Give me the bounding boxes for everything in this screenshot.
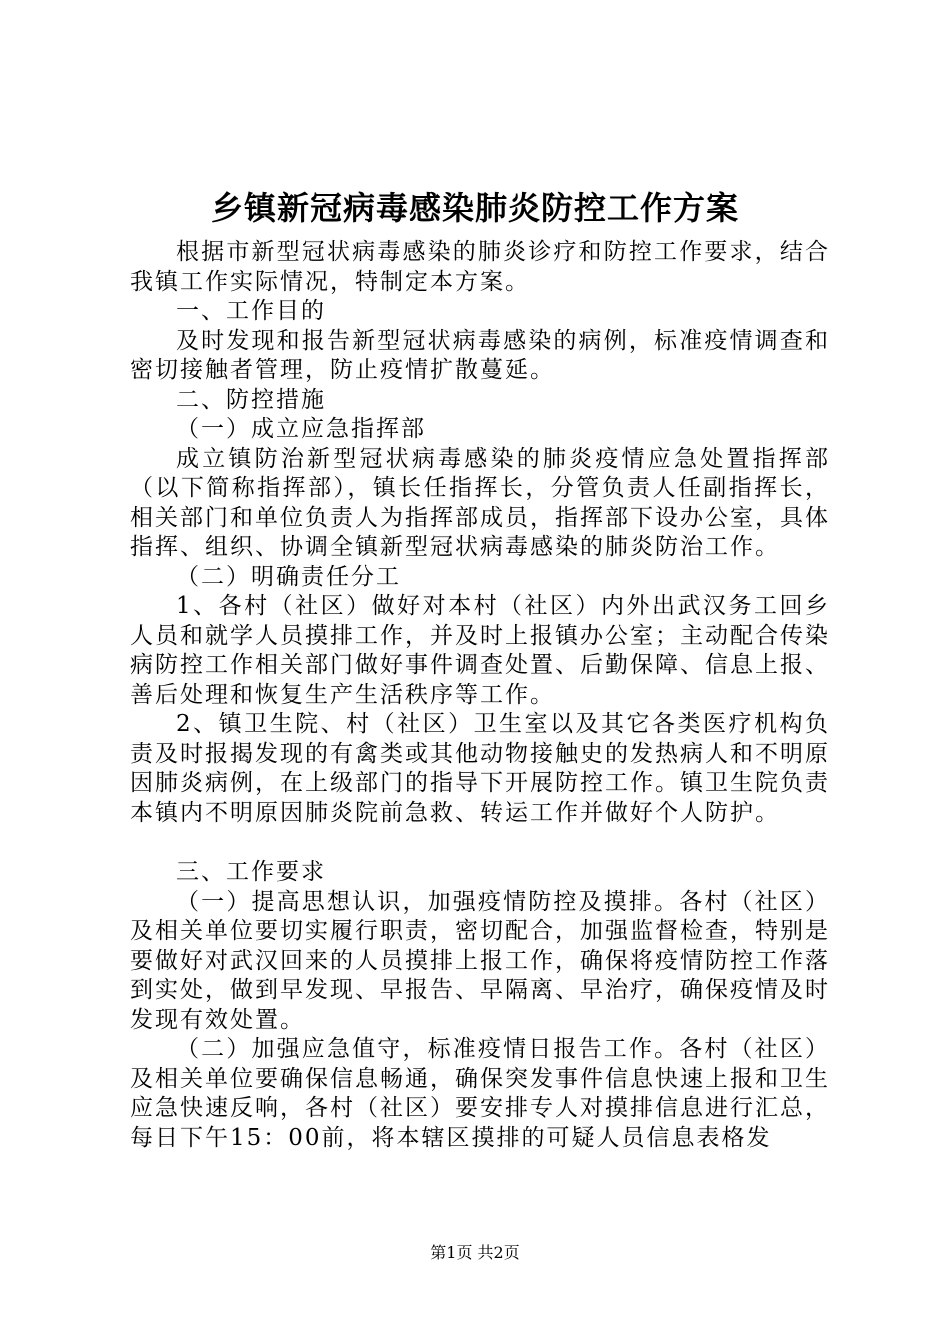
paragraph-objective: 及时发现和报告新型冠状病毒感染的病例，标准疫情调查和密切接触者管理，防止疫情扩散蔓延。: [130, 327, 830, 383]
document-body: [130, 238, 830, 1153]
paragraph-responsibility-2: 2、镇卫生院、村（社区）卫生室以及其它各类医疗机构负责及时报揭发现的有禽类或其他动物接触史的发热病人和不明原因肺炎病例，在上级部门的指导下开展防控工作。镇卫生院负责本镇内不明原因肺炎院前急救、转运工作并做好个人防护。: [130, 711, 830, 826]
page-number: 第1页: [430, 1243, 473, 1262]
subsection-heading-responsibility: （二）明确责任分工: [176, 563, 401, 590]
page-footer: [0, 1242, 950, 1264]
paragraph-responsibility-1: 1、各村（社区）做好对本村（社区）内外出武汉务工回乡人员和就学人员摸排工作，并及时上报镇办公室；主动配合传染病防控工作相关部门做好事件调查处置、后勤保障、信息上报、善后处理和恢复生产生活秩序等工作。: [130, 593, 830, 708]
document-title: 乡镇新冠病毒感染肺炎防控工作方案: [210, 189, 739, 227]
paragraph-intro: 根据市新型冠状病毒感染的肺炎诊疗和防控工作要求，结合我镇工作实际情况，特制定本方案。: [130, 239, 830, 295]
page-total: 共2页: [477, 1243, 520, 1262]
paragraph-requirement-1: （一）提高思想认识，加强疫情防控及摸排。各村（社区）及相关单位要切实履行职责，密切配合，加强监督检查，特别是要做好对武汉回来的人员摸排上报工作，确保将疫情防控工作落到实处，做到早发现、早报告、早隔离、早治疗，确保疫情及时发现有效处置。: [130, 888, 830, 1033]
subsection-heading-command: （一）成立应急指挥部: [176, 416, 426, 442]
paragraph-requirement-2: （二）加强应急值守，标准疫情日报告工作。各村（社区）及相关单位要确保信息畅通，确保突发事件信息快速上报和卫生应急快速反响，各村（社区）要安排专人对摸排信息进行汇总，每日下午15：00前，将本辖区摸排的可疑人员信息表格发: [130, 1036, 830, 1151]
paragraph-spacer: [130, 828, 830, 858]
section-heading-requirements: 三、工作要求: [176, 859, 326, 885]
section-heading-objective: 一、工作目的: [176, 298, 326, 324]
section-heading-measures: 二、防控措施: [176, 386, 326, 413]
paragraph-command: 成立镇防治新型冠状病毒感染的肺炎疫情应急处置指挥部（以下简称指挥部），镇长任指挥长，分管负责人任副指挥长，相关部门和单位负责人为指挥部成员，指挥部下设办公室，具体指挥、组织、协调全镇新型冠状病毒感染的肺炎防治工作。: [130, 445, 830, 560]
